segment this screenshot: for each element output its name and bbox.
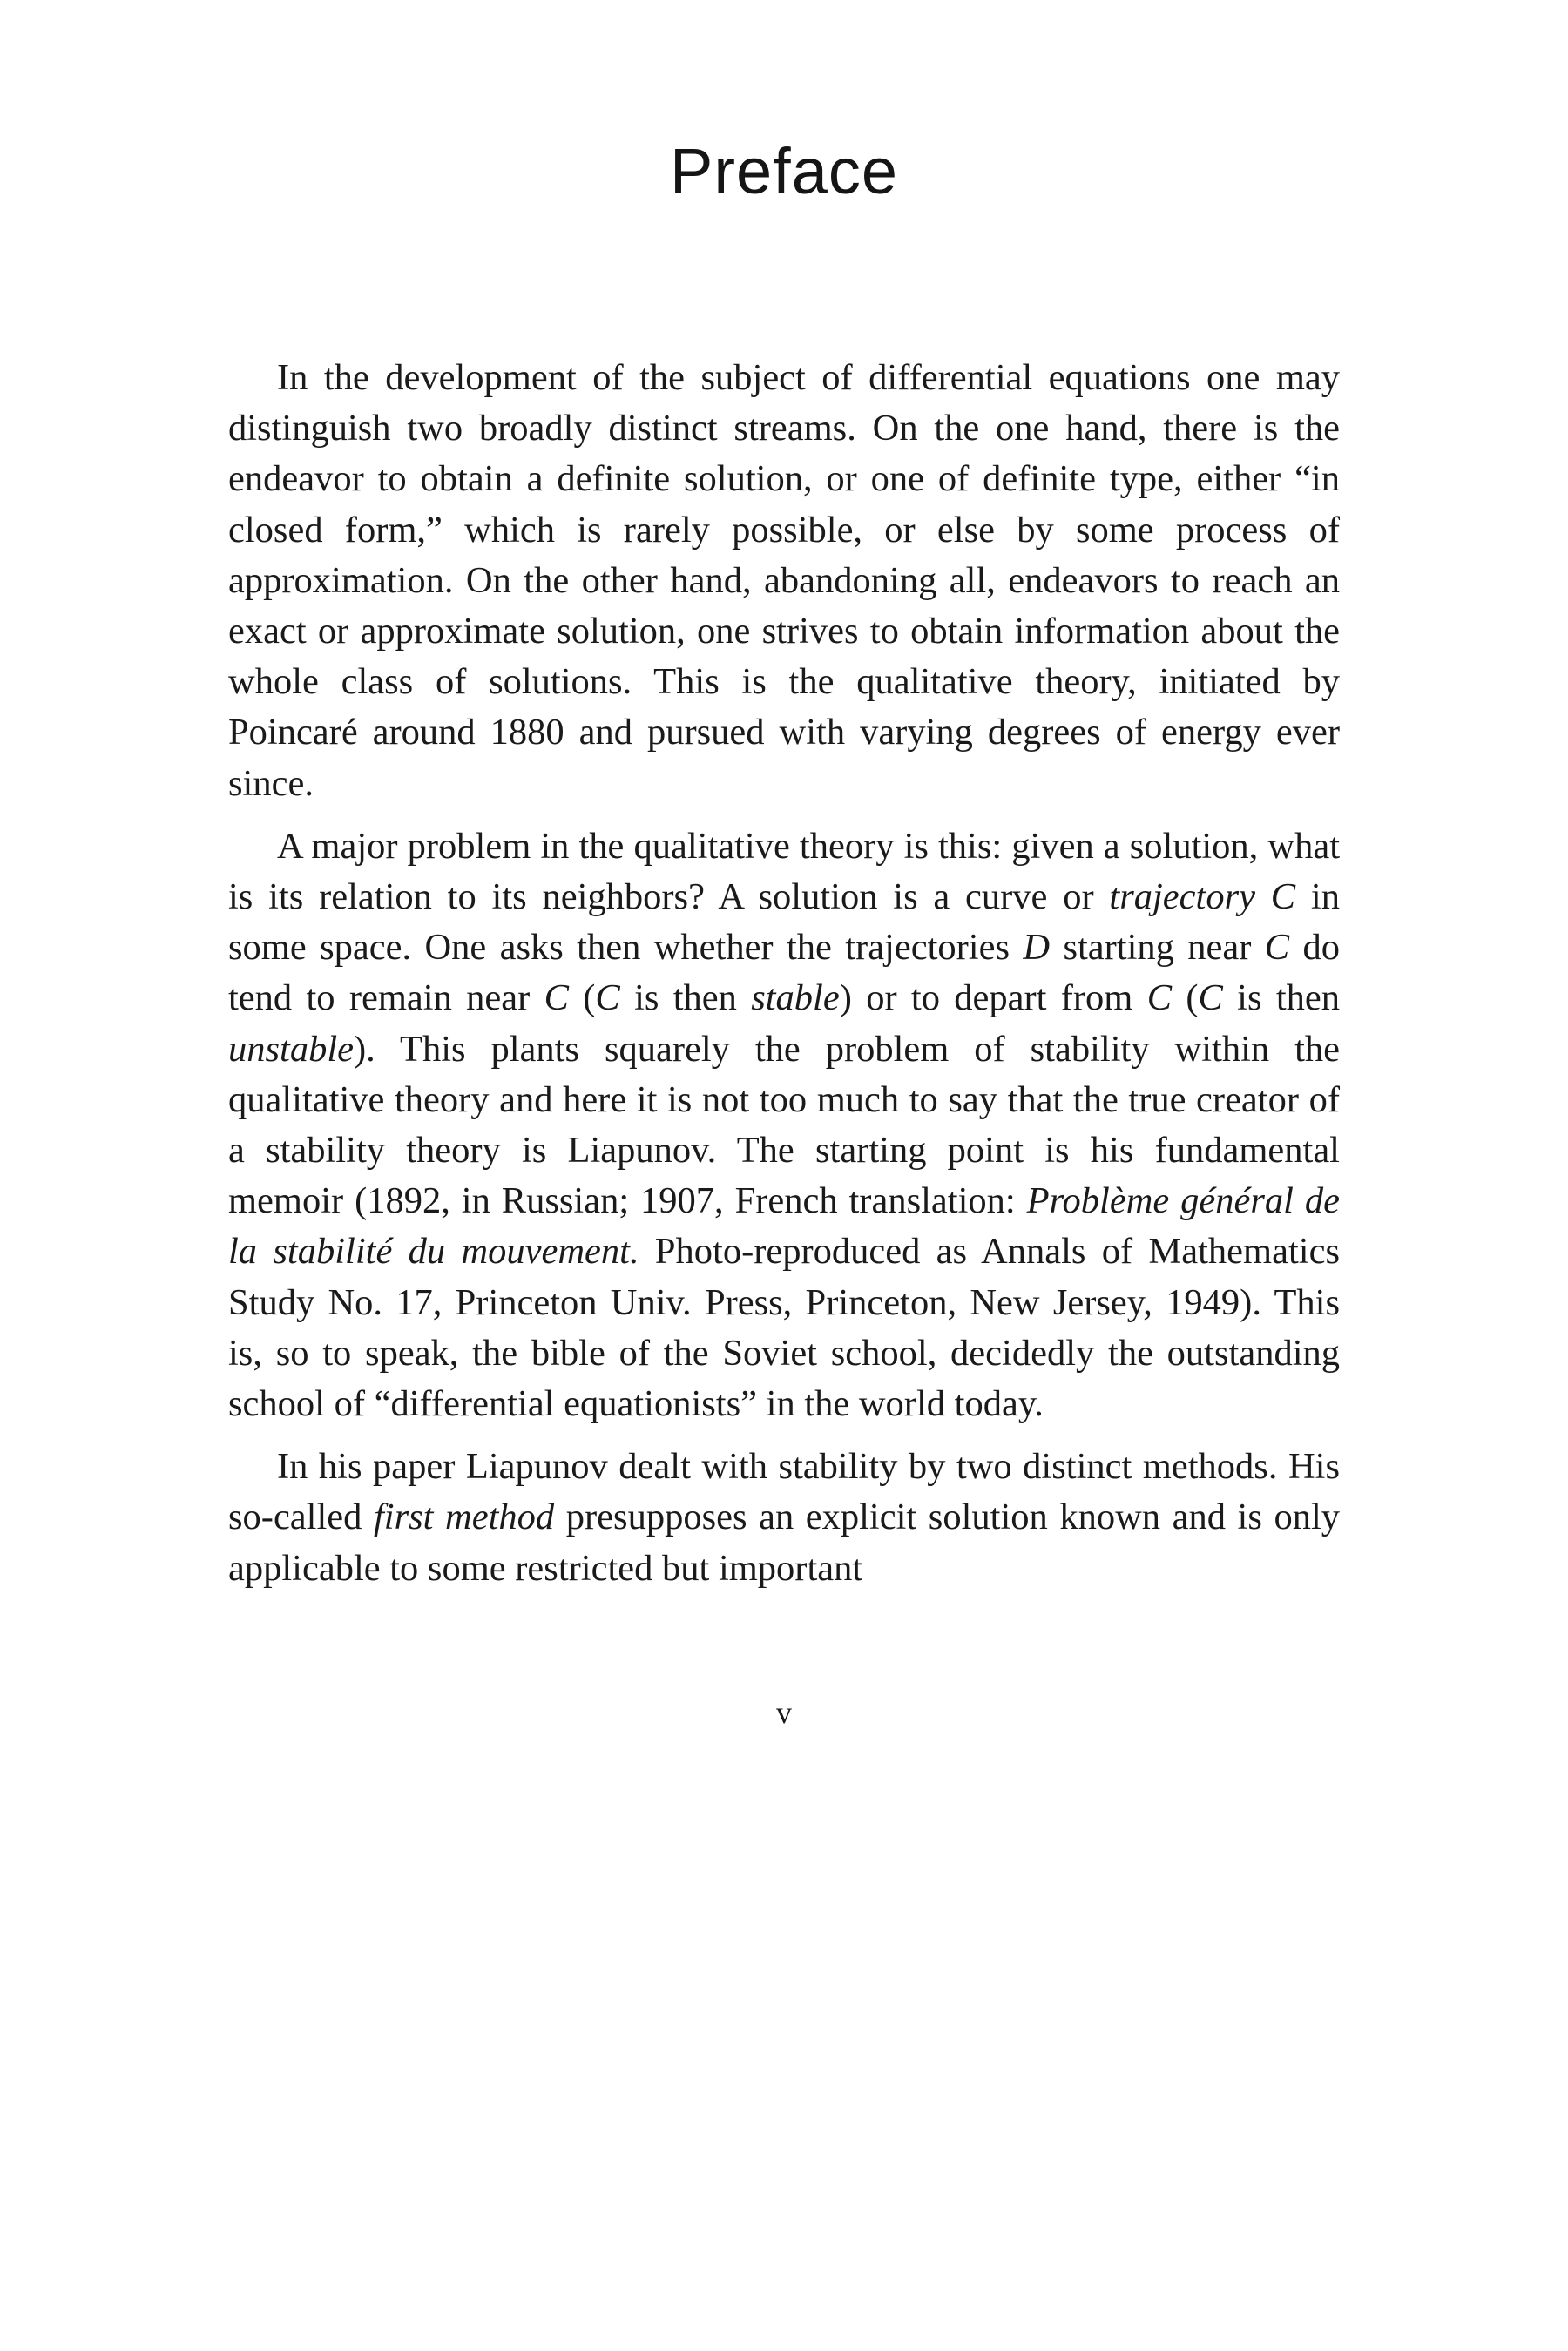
page-number: v bbox=[776, 1695, 792, 1730]
text-run: is then bbox=[1222, 977, 1341, 1019]
text-run: In the development of the subject of differential equations one may distinguish two broadly distinct streams. On the one hand, there is the endeavor to obtain a definite solution, or one of definite type, either “in closed form,” which is rarely possible, or else by some process of approximation. On the other hand, abandoning all, endeavors to reach an exact or approximate solution, one strives to obtain information about the whole class of solutions. This is the qualitative theory, initiated by Poincaré around 1880 and pursued with varying degrees of energy ever since. bbox=[228, 357, 1340, 804]
italic-text-run: unstable bbox=[228, 1028, 355, 1070]
italic-text-run: first method bbox=[373, 1496, 555, 1538]
text-run: ). This plants squarely the problem of stability within the qualitative theory and here it is not too much to say that the true creator of a stability theory is Liapunov. The starting point is his fundamental memoir (1892, in Russian; 1907, French translation: bbox=[228, 1028, 1340, 1222]
italic-text-run: stable bbox=[751, 977, 840, 1019]
paragraph-1 bbox=[228, 353, 1340, 809]
italic-text-run: D bbox=[1023, 927, 1051, 969]
italic-text-run: C bbox=[544, 977, 569, 1019]
paragraph-3 bbox=[228, 1442, 1340, 1594]
paragraph-2 bbox=[228, 821, 1340, 1429]
italic-text-run: trajectory C bbox=[1109, 876, 1296, 918]
page-title: Preface bbox=[669, 135, 899, 207]
italic-text-run: Problème général de la stabilité du mouvement. bbox=[228, 1180, 1341, 1273]
text-run: presupposes an explicit solution known and is only applicable to some restricted but important bbox=[228, 1496, 1341, 1589]
text-run: ( bbox=[1172, 977, 1199, 1019]
text-run: ) or to depart from bbox=[839, 977, 1147, 1019]
preface-body bbox=[228, 353, 1340, 1594]
text-run: starting near bbox=[1050, 927, 1265, 969]
text-run: Photo-reproduced as Annals of Mathematics Study No. 17, Princeton Univ. Press, Princeton, New Jersey, 1949). This is, so to speak, the bible of the Soviet school, decidedly the outstanding school of “differential equationists” in the world today. bbox=[228, 1231, 1340, 1425]
text-run: In his paper Liapunov dealt with stability by two distinct methods. His so-called bbox=[228, 1446, 1340, 1538]
text-run: ( bbox=[568, 977, 596, 1019]
text-run: is then bbox=[619, 977, 752, 1019]
text-run: A major problem in the qualitative theory is this: given a solution, what is its relation to its neighbors? A solution is a curve or bbox=[228, 825, 1340, 918]
italic-text-run: C bbox=[595, 977, 620, 1019]
text-run: in some space. One asks then whether the trajectories bbox=[228, 876, 1340, 969]
italic-text-run: C bbox=[1264, 927, 1290, 969]
italic-text-run: C bbox=[1198, 977, 1223, 1019]
text-run: do tend to remain near bbox=[228, 927, 1341, 1019]
italic-text-run: C bbox=[1146, 977, 1173, 1019]
